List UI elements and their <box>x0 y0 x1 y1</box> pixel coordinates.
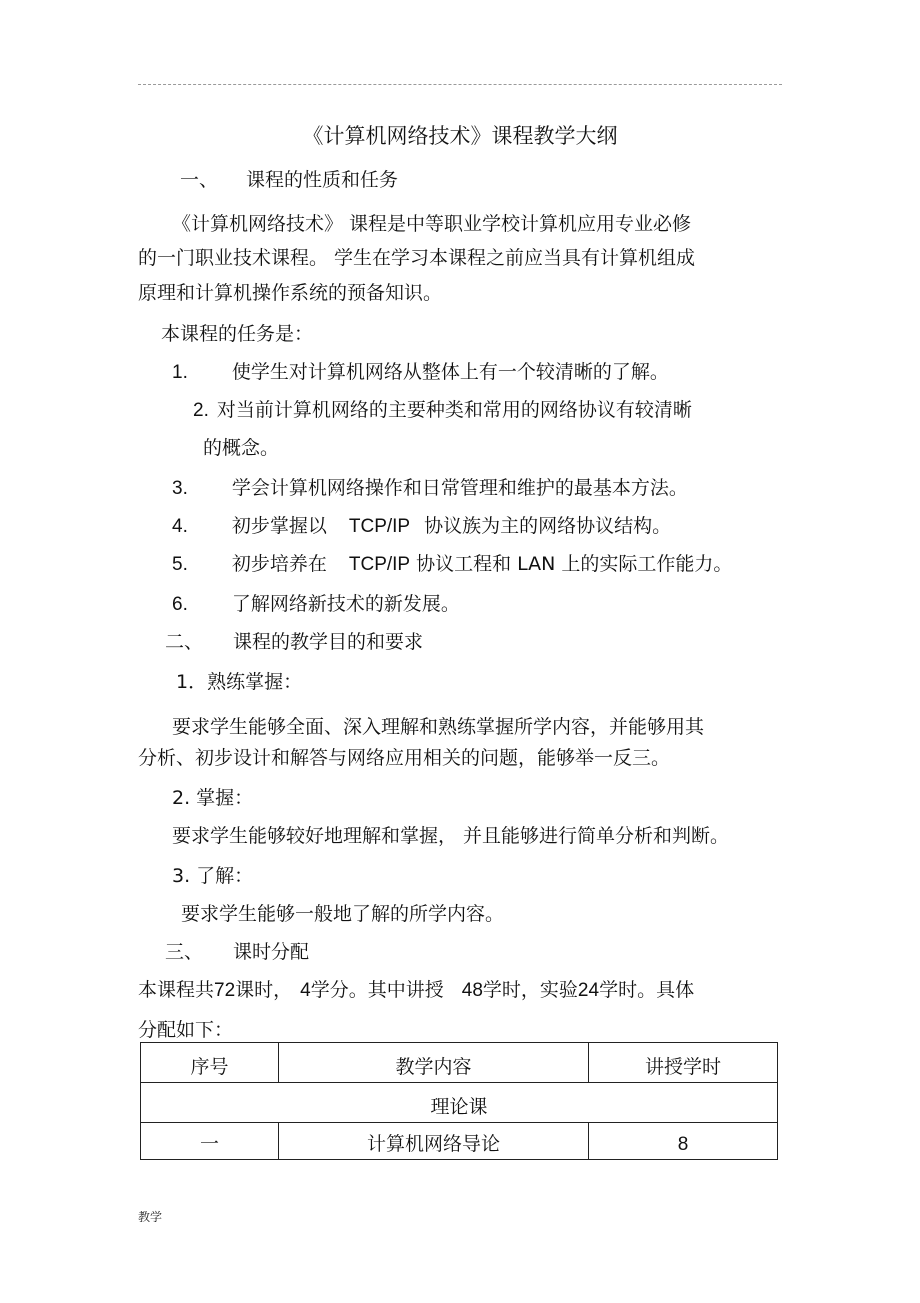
req1-line-1: 要求学生能够全面、深入理解和熟练掌握所学内容，并能够用其 <box>172 716 705 738</box>
task-number: 2. <box>193 400 209 421</box>
task-item-2 <box>193 398 692 423</box>
table-row <box>141 1123 778 1160</box>
hours-text: 本课程共 <box>138 979 215 1001</box>
task-item-1 <box>172 360 669 385</box>
group-cell: 理论课 <box>141 1083 778 1123</box>
task-text: 协议族为主的网络协议结构。 <box>424 515 672 537</box>
total-hours: 72 <box>214 980 236 1001</box>
req1-label: 1．熟练掌握： <box>176 671 303 693</box>
task-item-6 <box>172 592 460 617</box>
section2-number: 二、 <box>165 631 204 653</box>
row-no: 一 <box>141 1123 279 1160</box>
req2-label: 2. 掌握： <box>172 787 254 809</box>
lab-hours: 24 <box>577 980 600 1001</box>
section1-heading <box>180 168 398 192</box>
task-text: 协议工程和 LAN 上的实际工作能力。 <box>416 553 733 575</box>
task-number: 4. <box>172 516 188 537</box>
task-text: 对当前计算机网络的主要种类和常用的网络协议有较清晰 <box>216 399 692 421</box>
req1-line-2: 分析、初步设计和解答与网络应用相关的问题，能够举一反三。 <box>138 747 671 769</box>
hours-line-1 <box>138 978 694 1003</box>
hours-text: 学分。其中讲授 <box>310 979 444 1001</box>
section3-number: 三、 <box>165 941 204 963</box>
task-protocol: TCP/IP <box>348 554 411 575</box>
hours-text: 学时。具体 <box>599 979 695 1001</box>
intro-line-3: 原理和计算机操作系统的预备知识。 <box>138 282 443 304</box>
task-text: 使学生对计算机网络从整体上有一个较清晰的了解。 <box>231 361 669 383</box>
section3-heading <box>165 940 309 964</box>
req3-text: 要求学生能够一般地了解的所学内容。 <box>181 903 505 925</box>
tasks-heading: 本课程的任务是： <box>161 323 314 345</box>
task-text: 了解网络新技术的新发展。 <box>231 593 460 615</box>
section2-title: 课程的教学目的和要求 <box>233 631 424 653</box>
task-item-5 <box>172 552 732 577</box>
task-protocol: TCP/IP <box>348 516 411 537</box>
hours-text: 学时，实验 <box>482 979 578 1001</box>
section3-title: 课时分配 <box>233 941 310 963</box>
task-item-2-continuation: 的概念。 <box>203 437 280 459</box>
task-number: 1. <box>172 362 188 383</box>
row-hours: 8 <box>589 1123 778 1160</box>
header-cell-hours: 讲授学时 <box>589 1043 778 1083</box>
table-header-row <box>141 1043 778 1083</box>
header-cell-no: 序号 <box>141 1043 279 1083</box>
hours-allocation-table <box>140 1042 778 1160</box>
task-item-4 <box>172 514 671 539</box>
section1-title: 课程的性质和任务 <box>246 169 399 191</box>
task-number: 5. <box>172 554 188 575</box>
table-group-row <box>141 1083 778 1123</box>
hours-text: 课时， <box>235 979 293 1001</box>
header-cell-content: 教学内容 <box>279 1043 589 1083</box>
section1-number: 一、 <box>180 169 219 191</box>
task-number: 6. <box>172 594 188 615</box>
document-title: 《计算机网络技术》课程教学大纲 <box>302 124 618 148</box>
row-content: 计算机网络导论 <box>279 1123 589 1160</box>
task-number: 3. <box>172 478 188 499</box>
task-prefix: 初步培养在 <box>231 553 327 575</box>
hours-line-2: 分配如下： <box>138 1019 234 1041</box>
header-rule <box>138 84 782 85</box>
footer-label: 教学 <box>138 1210 163 1224</box>
credits: 4 <box>300 980 311 1001</box>
intro-line-2: 的一门职业技术课程。 学生在学习本课程之前应当具有计算机组成 <box>138 247 696 269</box>
task-prefix: 初步掌握以 <box>231 515 327 537</box>
intro-line-1: 《计算机网络技术》 课程是中等职业学校计算机应用专业必修 <box>172 213 692 235</box>
lecture-hours: 48 <box>461 980 483 1001</box>
task-text: 学会计算机网络操作和日常管理和维护的最基本方法。 <box>231 477 688 499</box>
task-item-3 <box>172 476 688 501</box>
req2-text: 要求学生能够较好地理解和掌握， 并且能够进行简单分析和判断。 <box>172 825 730 847</box>
req3-label: 3. 了解： <box>172 865 254 887</box>
section2-heading <box>165 630 423 654</box>
